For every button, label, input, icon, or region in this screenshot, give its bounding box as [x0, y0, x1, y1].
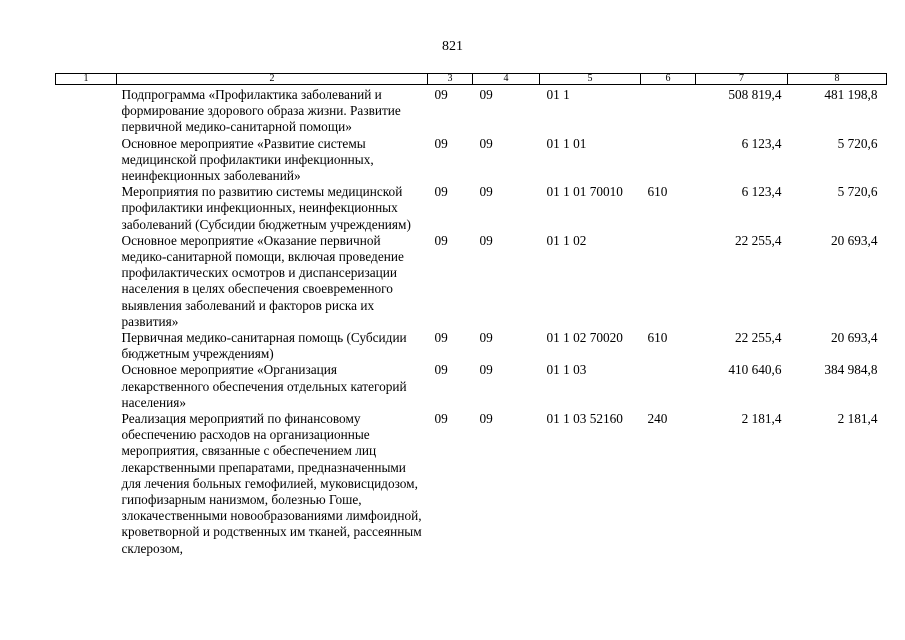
item-name: Подпрограмма «Профилактика заболеваний и формирование здорового образа жизни. Развитие первичной медико-санитарной помощи» [121, 87, 401, 135]
row-index-cell [56, 184, 117, 233]
column-header-7: 7 [696, 74, 788, 85]
item-name: Мероприятия по развитию системы медицинской профилактики инфекционных, неинфекционных заболеваний (Субсидии бюджетным учреждениям) [121, 184, 411, 232]
target-article-code: 01 1 [546, 87, 570, 102]
row-index-cell [56, 233, 117, 330]
amount-col7: 410 640,6 [728, 362, 782, 378]
column-header-2: 2 [117, 74, 428, 85]
column-header-8: 8 [788, 74, 887, 85]
amount-col8: 2 181,4 [837, 411, 878, 427]
row-index-cell [56, 85, 117, 136]
subsection-code: 09 [479, 232, 493, 248]
page-number: 821 [442, 39, 463, 54]
table-header [56, 74, 887, 85]
target-article-code: 01 1 01 70010 [546, 184, 623, 200]
table-row [56, 136, 887, 185]
table-row [56, 233, 887, 330]
table-body [56, 85, 887, 557]
column-header-3: 3 [428, 74, 473, 85]
section-code: 09 [434, 87, 448, 102]
column-header-6: 6 [641, 74, 696, 85]
amount-col7: 2 181,4 [741, 411, 782, 427]
section-code: 09 [434, 135, 448, 151]
amount-col7: 22 255,4 [734, 232, 782, 248]
amount-col8: 5 720,6 [837, 184, 878, 200]
table-row [56, 411, 887, 557]
target-article-code: 01 1 01 [546, 135, 587, 151]
table-row [56, 362, 887, 411]
item-name: Реализация мероприятий по финансовому обеспечению расходов на организационные мероприятия, связанные с обеспечением лиц лекарственными препаратами, предназначенными для лечения больных гемофилией, муковисцидозом, гипофизарным нанизмом, болезнью Гоше, злокачественными новообразованиями лимфоидной, кроветворной и родственных им тканей, рассеянным склерозом, [121, 411, 422, 556]
amount-col7: 6 123,4 [741, 184, 782, 200]
section-code: 09 [434, 184, 448, 200]
subsection-code: 09 [479, 135, 493, 151]
amount-col7: 22 255,4 [734, 330, 782, 346]
expense-type-code: 240 [647, 411, 668, 427]
column-header-4: 4 [473, 74, 540, 85]
table-row [56, 85, 887, 136]
column-header-5: 5 [540, 74, 641, 85]
target-article-code: 01 1 03 52160 [546, 411, 623, 427]
subsection-code: 09 [479, 411, 493, 427]
item-name: Основное мероприятие «Организация лекарственного обеспечения отдельных категорий населения» [121, 362, 407, 410]
expense-type-code [641, 362, 696, 411]
subsection-code: 09 [479, 87, 493, 102]
item-name: Первичная медико-санитарная помощь (Субсидии бюджетным учреждениям) [121, 330, 407, 362]
budget-table [55, 73, 887, 557]
section-code: 09 [434, 330, 448, 346]
target-article-code: 01 1 02 [546, 232, 587, 248]
row-index-cell [56, 362, 117, 411]
row-index-cell [56, 330, 117, 362]
section-code: 09 [434, 411, 448, 427]
column-number-row [56, 74, 887, 85]
subsection-code: 09 [479, 184, 493, 200]
target-article-code: 01 1 02 70020 [546, 330, 623, 346]
expense-type-code [641, 85, 696, 136]
expense-type-code: 610 [647, 184, 668, 200]
amount-col8: 20 693,4 [830, 232, 878, 248]
section-code: 09 [434, 232, 448, 248]
subsection-code: 09 [479, 330, 493, 346]
amount-col8: 384 984,8 [824, 362, 878, 378]
expense-type-code: 610 [647, 330, 668, 346]
amount-col8: 20 693,4 [830, 330, 878, 346]
item-name: Основное мероприятие «Оказание первичной медико-санитарной помощи, включая проведение профилактических осмотров и диспансеризации населения в целях обеспечения своевременного выявления заболеваний и факторов риска их развития» [121, 232, 404, 329]
amount-col7: 6 123,4 [741, 135, 782, 151]
section-code: 09 [434, 362, 448, 378]
row-index-cell [56, 411, 117, 557]
table-row [56, 330, 887, 362]
expense-type-code [641, 136, 696, 185]
amount-col8: 481 198,8 [824, 87, 878, 102]
target-article-code: 01 1 03 [546, 362, 587, 378]
row-index-cell [56, 136, 117, 185]
subsection-code: 09 [479, 362, 493, 378]
expense-type-code [641, 233, 696, 330]
column-header-1: 1 [56, 74, 117, 85]
amount-col8: 5 720,6 [837, 135, 878, 151]
table-row [56, 184, 887, 233]
amount-col7: 508 819,4 [728, 87, 782, 102]
item-name: Основное мероприятие «Развитие системы медицинской профилактики инфекционных, неинфекционных заболеваний» [121, 135, 374, 184]
